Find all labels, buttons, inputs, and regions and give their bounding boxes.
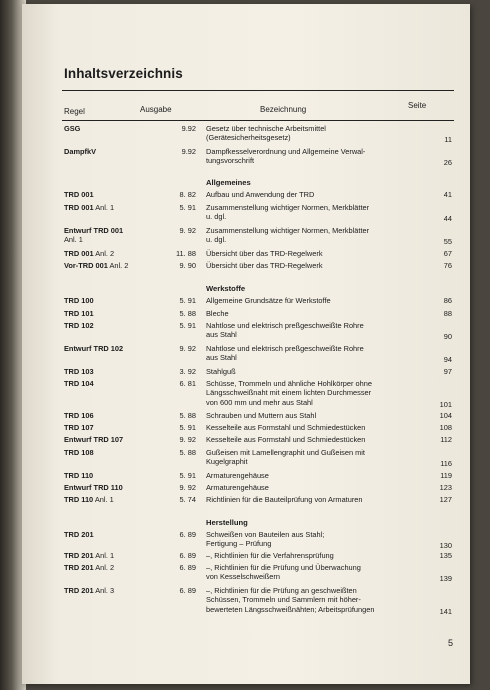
ausgabe-cell: 5. 91 bbox=[179, 321, 196, 330]
bezeichnung-line: –, Richtlinien für die Prüfung und Überwachung bbox=[206, 563, 361, 572]
regel-cell bbox=[64, 530, 156, 539]
ausgabe-cell: 9. 92 bbox=[179, 344, 196, 353]
seite-cell: 86 bbox=[443, 296, 452, 305]
seite-cell: 67 bbox=[443, 249, 452, 258]
ausgabe-cell: 9. 92 bbox=[179, 435, 196, 444]
bezeichnung-line: Kugelgraphit bbox=[206, 457, 248, 467]
header-bezeichnung: Bezeichnung bbox=[260, 105, 307, 114]
regel-code: TRD 103 bbox=[64, 367, 94, 376]
bezeichnung-line: Fertigung – Prüfung bbox=[206, 539, 272, 549]
bezeichnung-line: (Gerätesicherheitsgesetz) bbox=[206, 133, 291, 143]
bezeichnung-cell bbox=[206, 586, 420, 614]
regel-code: TRD 201 bbox=[64, 563, 94, 572]
regel-code: DampfkV bbox=[64, 147, 97, 156]
header-bottom-rule bbox=[62, 120, 454, 121]
seite-cell: 44 bbox=[443, 214, 452, 224]
seite-cell: 76 bbox=[443, 261, 452, 270]
bezeichnung-cell bbox=[206, 495, 420, 504]
regel-code: TRD 201 bbox=[64, 530, 94, 539]
ausgabe-cell: 5. 91 bbox=[179, 296, 196, 305]
bezeichnung-cell bbox=[206, 435, 420, 444]
bezeichnung-line: Bleche bbox=[206, 309, 229, 318]
bezeichnung-line: tungsvorschrift bbox=[206, 156, 255, 166]
seite-cell: 130 bbox=[439, 541, 452, 551]
bezeichnung-line: u. dgl. bbox=[206, 235, 227, 245]
seite-cell: 11 bbox=[444, 135, 452, 145]
ausgabe-cell: 5. 91 bbox=[179, 471, 196, 480]
regel-cell bbox=[64, 321, 156, 330]
regel-code: Entwurf TRD 110 bbox=[64, 483, 123, 492]
bezeichnung-cell bbox=[206, 471, 420, 480]
bezeichnung-cell bbox=[206, 147, 420, 166]
seite-cell: 123 bbox=[439, 483, 452, 492]
bezeichnung-line: Zusammenstellung wichtiger Normen, Merkblätter bbox=[206, 203, 370, 212]
ausgabe-cell: 9. 92 bbox=[179, 483, 196, 492]
regel-cell bbox=[64, 309, 156, 318]
seite-cell: 141 bbox=[439, 606, 452, 616]
bezeichnung-cell bbox=[206, 261, 420, 270]
bezeichnung-line: Richtlinien für die Bauteilprüfung von Armaturen bbox=[206, 495, 363, 504]
seite-cell: 55 bbox=[443, 237, 452, 247]
regel-cell bbox=[64, 296, 156, 305]
ausgabe-cell: 6. 89 bbox=[179, 530, 196, 539]
bezeichnung-line: u. dgl. bbox=[206, 212, 227, 222]
regel-cell bbox=[64, 435, 156, 444]
header-seite: Seite bbox=[408, 101, 427, 110]
bezeichnung-line: Kesselteile aus Formstahl und Schmiedestücken bbox=[206, 423, 366, 432]
regel-annex: Anl. 1 bbox=[93, 551, 115, 560]
regel-code: Entwurf TRD 001 bbox=[64, 226, 124, 235]
bezeichnung-line: Aufbau und Anwendung der TRD bbox=[206, 190, 315, 199]
section-heading: Allgemeines bbox=[206, 178, 251, 187]
regel-cell bbox=[64, 495, 156, 504]
header-regel: Regel bbox=[64, 107, 85, 116]
regel-annex: Anl. 1 bbox=[93, 495, 114, 504]
bezeichnung-cell bbox=[206, 367, 420, 376]
regel-annex: Anl. 1 bbox=[93, 203, 115, 212]
header-top-rule bbox=[62, 90, 454, 91]
regel-cell bbox=[64, 124, 156, 133]
bezeichnung-cell bbox=[206, 344, 420, 363]
seite-cell: 26 bbox=[443, 158, 452, 168]
bezeichnung-cell bbox=[206, 551, 420, 560]
bezeichnung-line: –, Richtlinien für die Verfahrensprüfung bbox=[206, 551, 334, 560]
regel-code: TRD 201 bbox=[64, 551, 94, 560]
ausgabe-cell: 6. 81 bbox=[179, 379, 196, 388]
regel-code: TRD 101 bbox=[64, 309, 94, 318]
regel-cell bbox=[64, 448, 156, 457]
ausgabe-cell: 6. 89 bbox=[179, 586, 196, 595]
bezeichnung-cell bbox=[206, 203, 420, 222]
regel-cell bbox=[64, 203, 156, 212]
regel-cell bbox=[64, 471, 156, 480]
regel-annex: Anl. 1 bbox=[64, 235, 83, 245]
seite-cell: 139 bbox=[439, 574, 452, 584]
regel-annex: Anl. 2 bbox=[93, 249, 115, 258]
bezeichnung-line: Schüssen, Trommeln und Sammlern mit höher- bbox=[206, 595, 361, 605]
seite-cell: 104 bbox=[439, 411, 452, 420]
regel-cell bbox=[64, 249, 156, 258]
regel-cell bbox=[64, 586, 156, 595]
regel-cell bbox=[64, 563, 156, 572]
regel-cell bbox=[64, 147, 156, 156]
section-heading: Werkstoffe bbox=[206, 284, 246, 293]
regel-annex: Anl. 2 bbox=[107, 261, 129, 270]
bezeichnung-line: Übersicht über das TRD-Regelwerk bbox=[206, 261, 323, 270]
bezeichnung-line: Armaturengehäuse bbox=[206, 471, 269, 480]
bezeichnung-line: Zusammenstellung wichtiger Normen, Merkblätter bbox=[206, 226, 370, 235]
ausgabe-cell: 5. 74 bbox=[179, 495, 196, 504]
bezeichnung-line: Dampfkesselverordnung und Allgemeine Verwal- bbox=[206, 147, 366, 156]
bezeichnung-line: von 600 mm und mehr aus Stahl bbox=[206, 397, 313, 407]
ausgabe-cell: 6. 89 bbox=[179, 551, 196, 560]
regel-cell bbox=[64, 551, 156, 560]
bezeichnung-line: aus Stahl bbox=[206, 330, 237, 340]
bezeichnung-line: Schweißen von Bauteilen aus Stahl; bbox=[206, 530, 325, 539]
regel-code: TRD 104 bbox=[64, 379, 94, 388]
bezeichnung-cell bbox=[206, 530, 420, 549]
regel-code: TRD 106 bbox=[64, 411, 94, 420]
bezeichnung-cell bbox=[206, 249, 420, 258]
regel-code: TRD 001 bbox=[64, 190, 94, 199]
regel-code: GSG bbox=[64, 124, 81, 133]
ausgabe-cell: 5. 88 bbox=[179, 309, 196, 318]
bezeichnung-cell bbox=[206, 423, 420, 432]
bezeichnung-line: Nahtlose und elektrisch preßgeschweißte Rohre bbox=[206, 321, 364, 330]
seite-cell: 116 bbox=[440, 459, 452, 469]
ausgabe-cell: 5. 91 bbox=[179, 203, 196, 212]
bezeichnung-cell bbox=[206, 483, 420, 492]
bezeichnung-line: Schrauben und Muttern aus Stahl bbox=[206, 411, 317, 420]
ausgabe-cell: 9.92 bbox=[181, 147, 196, 156]
page-title: Inhaltsverzeichnis bbox=[64, 66, 183, 81]
bezeichnung-line: Längsschweißnaht mit einem lichten Durchmesser bbox=[206, 388, 372, 398]
bezeichnung-cell bbox=[206, 448, 420, 467]
bezeichnung-cell bbox=[206, 124, 420, 143]
seite-cell: 90 bbox=[443, 332, 452, 342]
ausgabe-cell: 5. 88 bbox=[179, 411, 196, 420]
seite-cell: 101 bbox=[439, 399, 452, 409]
seite-cell: 97 bbox=[443, 367, 452, 376]
regel-annex: Anl. 2 bbox=[93, 563, 115, 572]
bezeichnung-cell bbox=[206, 296, 420, 305]
header-ausgabe: Ausgabe bbox=[140, 105, 172, 114]
regel-cell bbox=[64, 261, 156, 270]
regel-code: Entwurf TRD 102 bbox=[64, 344, 124, 353]
bezeichnung-line: Allgemeine Grundsätze für Werkstoffe bbox=[206, 296, 331, 305]
bezeichnung-line: aus Stahl bbox=[206, 353, 237, 363]
bezeichnung-cell bbox=[206, 190, 420, 199]
regel-cell bbox=[64, 226, 156, 245]
bezeichnung-line: bewerteten Längsschweißnähten; Arbeitsprüfungen bbox=[206, 604, 375, 614]
bezeichnung-cell bbox=[206, 309, 420, 318]
bezeichnung-cell bbox=[206, 411, 420, 420]
page bbox=[22, 4, 470, 684]
ausgabe-cell: 9. 92 bbox=[179, 226, 196, 235]
ausgabe-cell: 11. 88 bbox=[176, 249, 196, 258]
bezeichnung-line: Schüsse, Trommeln und ähnliche Hohlkörper ohne bbox=[206, 379, 372, 388]
bezeichnung-line: Nahtlose und elektrisch preßgeschweißte Rohre bbox=[206, 344, 364, 353]
regel-cell bbox=[64, 190, 156, 199]
ausgabe-cell: 8. 82 bbox=[179, 190, 196, 199]
ausgabe-cell: 3. 92 bbox=[179, 367, 196, 376]
ausgabe-cell: 5. 88 bbox=[179, 448, 196, 457]
bezeichnung-line: Stahlguß bbox=[206, 367, 236, 376]
bezeichnung-line: Armaturengehäuse bbox=[206, 483, 269, 492]
ausgabe-cell: 9. 90 bbox=[179, 261, 196, 270]
bezeichnung-cell bbox=[206, 563, 420, 582]
regel-code: Vor-TRD 001 bbox=[64, 261, 108, 270]
ausgabe-cell: 9.92 bbox=[181, 124, 196, 133]
bezeichnung-line: Kesselteile aus Formstahl und Schmiedestücken bbox=[206, 435, 366, 444]
seite-cell: 127 bbox=[439, 495, 452, 504]
seite-cell: 108 bbox=[439, 423, 452, 432]
regel-code: TRD 102 bbox=[64, 321, 94, 330]
bezeichnung-line: Gußeisen mit Lamellengraphit und Gußeisen mit bbox=[206, 448, 365, 457]
regel-code: TRD 110 bbox=[64, 471, 94, 480]
regel-code: TRD 107 bbox=[64, 423, 94, 432]
seite-cell: 41 bbox=[443, 190, 452, 199]
regel-annex: Anl. 3 bbox=[93, 586, 115, 595]
bezeichnung-cell bbox=[206, 379, 420, 407]
section-heading: Herstellung bbox=[206, 518, 248, 527]
bezeichnung-line: Übersicht über das TRD-Regelwerk bbox=[206, 249, 323, 258]
ausgabe-cell: 5. 91 bbox=[179, 423, 196, 432]
regel-code: TRD 110 bbox=[64, 495, 94, 504]
regel-code: TRD 001 bbox=[64, 249, 94, 258]
bezeichnung-line: Gesetz über technische Arbeitsmittel bbox=[206, 124, 326, 133]
page-number: 5 bbox=[448, 638, 454, 648]
regel-cell bbox=[64, 411, 156, 420]
regel-code: TRD 001 bbox=[64, 203, 94, 212]
seite-cell: 135 bbox=[439, 551, 452, 560]
ausgabe-cell: 6. 89 bbox=[179, 563, 196, 572]
seite-cell: 88 bbox=[443, 309, 452, 318]
regel-cell bbox=[64, 379, 156, 388]
bezeichnung-cell bbox=[206, 226, 420, 245]
seite-cell: 119 bbox=[440, 471, 452, 480]
bezeichnung-line: von Kesselschweißern bbox=[206, 572, 280, 582]
regel-code: TRD 201 bbox=[64, 586, 94, 595]
regel-cell bbox=[64, 344, 156, 353]
seite-cell: 94 bbox=[443, 355, 452, 365]
seite-cell: 112 bbox=[440, 435, 452, 444]
regel-code: TRD 108 bbox=[64, 448, 94, 457]
regel-cell bbox=[64, 423, 156, 432]
bezeichnung-line: –, Richtlinien für die Prüfung an geschweißten bbox=[206, 586, 357, 595]
bezeichnung-cell bbox=[206, 321, 420, 340]
regel-code: Entwurf TRD 107 bbox=[64, 435, 124, 444]
regel-cell bbox=[64, 367, 156, 376]
regel-cell bbox=[64, 483, 156, 492]
regel-code: TRD 100 bbox=[64, 296, 94, 305]
